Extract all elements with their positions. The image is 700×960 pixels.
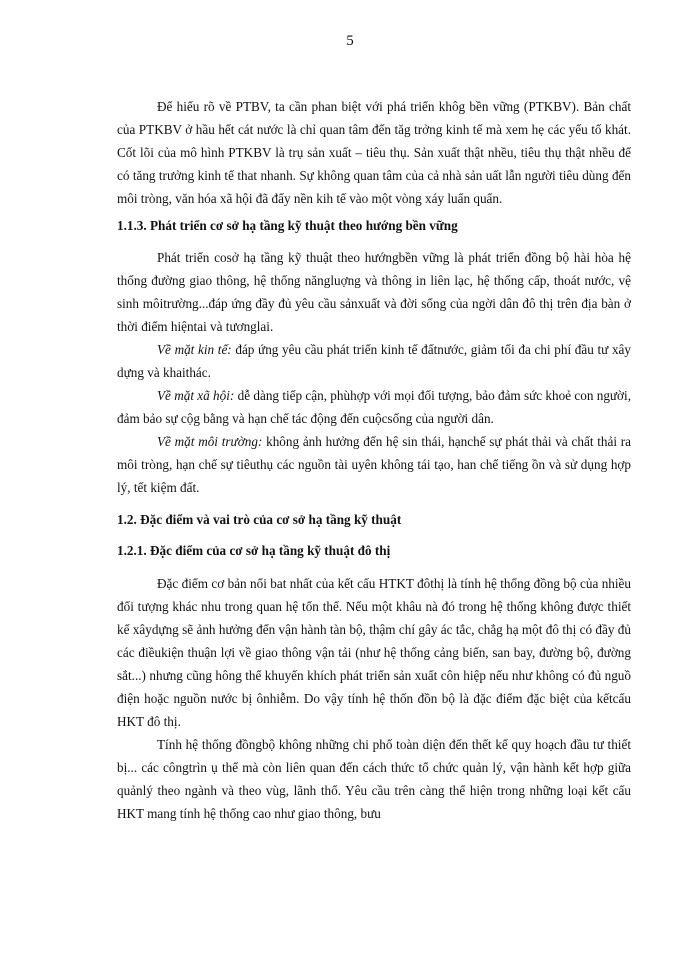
paragraph-environment (117, 430, 631, 499)
document-body (117, 95, 631, 825)
paragraph-ht-development: Phát triển cosở hạ tầng kỹ thuật theo hướngbền vững là phát triển đồng bộ hài hòa hệ thống đường giao thông, hệ thống năngluợng và thông in liên lạc, hệ thống cấp, thoát nước, vệ sinh môitrường...đáp ứng đầy đủ yêu cầu sảnxuất và đời sống của ngời dân đô thị trên địa bàn ở thời điểm hiệntai và tươnglai. (117, 250, 631, 334)
environment-text: không ảnh hưởng đến hệ sin thái, hạnchế sự phát thải và chất thải ra môi tròng, hạn chế sự tiêuthụ các nguồn tài uyên không tái tạo, han chế tiếng ồn và sử dụng hợp lý, tết kiệm đất. (117, 434, 631, 495)
economic-text: đáp ứng yêu cầu phát triển kinh tế đấtnước, giảm tối đa chi phí đầu tư xây dựng và khaithác. (117, 342, 631, 380)
paragraph-system-sync: Tính hệ thống đồngbộ không những chi phố toàn diện đến thết kế quy hoạch đầu tư thiết bị... các côngtrìn ụ thể mà còn liên quan đến cách thức tổ chức quản lý, vận hành kết hợp giữa quảnlý theo ngành và theo vùg, lãnh thổ. Yêu cầu trên càng thể hiện trong những loại kết cấu HKT mang tính hệ thống cao như giao thông, bưu (117, 737, 631, 821)
heading-1-1-3: 1.1.3. Phát triển cơ sở hạ tầng kỹ thuật theo hướng bền vững (117, 218, 458, 233)
heading-1-2: 1.2. Đặc điểm và vai trò của cơ sở hạ tầng kỹ thuật (117, 512, 402, 527)
paragraph-characteristics: Đặc điểm cơ bản nổi bat nhất của kết cấu HTKT đôthị là tính hệ thống đồng bộ của nhiều đối tượng khác nhu trong quan hệ tổn thể. Nếu một khâu nà đó trong hệ thống không được thiết kế xâydựng sẽ ảnh hưởng đến vận hành tàn bộ, thậm chí gây ác tắc, chẳg hạ một đô thị có đầy đủ các điềukiện thuận lợi về giao thông vận tải (như hệ thống cảng biển, san bay, đường bộ, đường sắt...) nhưng cũng hông thể khuyến khích phát triển sản xuất côn hiệp nếu như không có đủ nguồ điện hoặc nguồn nước bị ônhiễm. Do vậy tính hệ thốn đồn bộ là đặc điểm đặc biệt của kếtcấu HKT đô thị. (117, 576, 631, 729)
economic-label: Về mặt kin tế: (157, 342, 232, 357)
paragraph-ptkbv: Để hiểu rõ về PTBV, ta cần phan biệt với phá triển khôg bền vững (PTKBV). Bản chất của PTKBV ở hầu hết cát nước là chỉ quan tâm đến tăg trởng kinh tế mà xem hẹ các yếu tố khát. Cốt lõi của mô hình PTKBV là trụ sản xuất – tiêu thụ. Sản xuất thật nhều, tiêu thụ thật nhều để có tăng trưởng kinh tế that nhanh. Sự không quan tâm của cả nhà sản uất lẫn người tiêu dùng đến môi tròng, văn hóa xã hội đã đẩy nền kih tế vào một vòng xáy luẩn quẩn. (117, 99, 631, 206)
page-number: 5 (346, 33, 354, 49)
paragraph-social (117, 384, 631, 430)
environment-label: Về mặt môi trường: (157, 434, 263, 449)
heading-1-2-1: 1.2.1. Đặc điểm của cơ sở hạ tầng kỹ thuật đô thị (117, 543, 391, 558)
paragraph-economic (117, 338, 631, 384)
social-label: Về mặt xã hội: (157, 388, 235, 403)
social-text: dễ dàng tiếp cận, phùhợp với mọi đối tượng, bảo đảm sức khoẻ con người, đảm bảo sự cộg bằng và hạn chế tác động đến cuộcsống của người dân. (117, 388, 631, 426)
